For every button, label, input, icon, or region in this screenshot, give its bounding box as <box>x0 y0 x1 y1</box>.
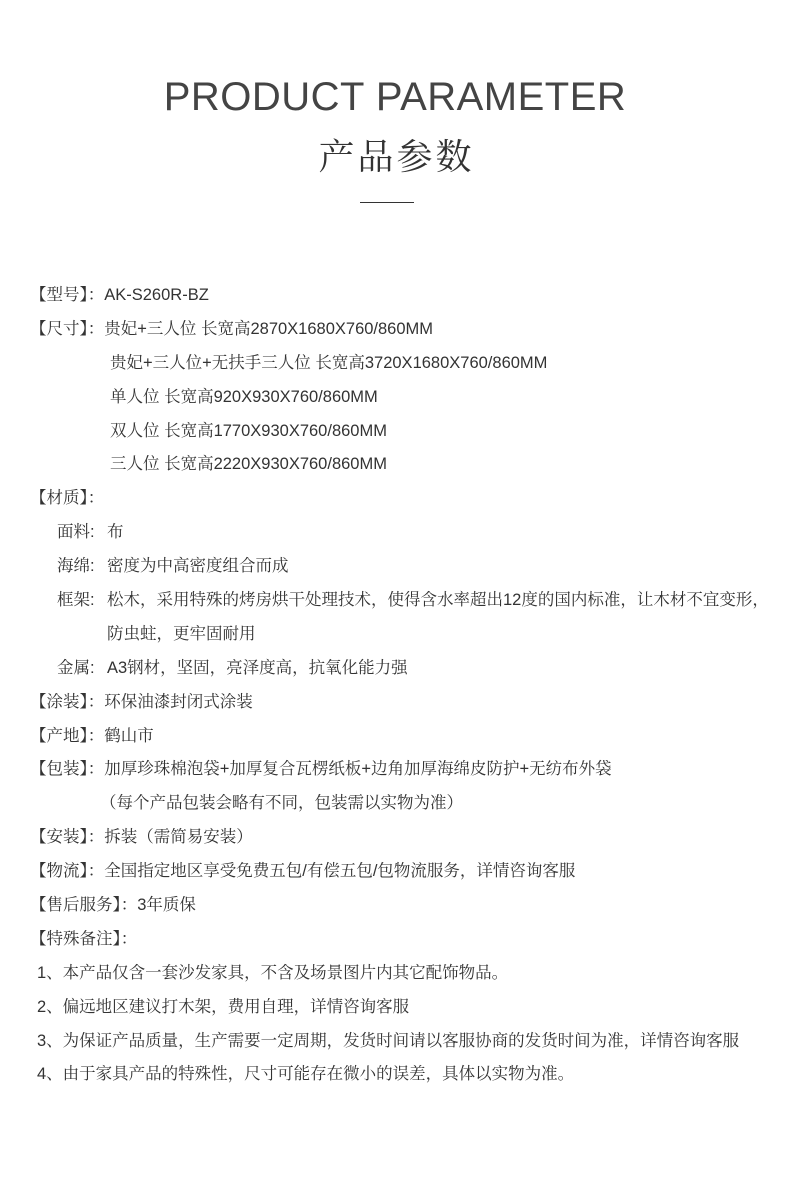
remark-item <box>30 1058 785 1092</box>
param-row-material <box>30 482 785 516</box>
size-line: 三人位 长宽高2220X930X760/860MM <box>110 455 387 474</box>
remark-item <box>30 991 785 1025</box>
remark-item <box>30 957 785 991</box>
material-item-fabric <box>30 516 785 550</box>
material-item-metal <box>30 652 785 686</box>
param-row-logistics <box>30 855 785 889</box>
material-value: 密度为中高密度组合而成 <box>107 557 289 576</box>
param-label: 【物流】： <box>30 862 105 881</box>
param-label: 【特殊备注】： <box>30 929 138 948</box>
material-name: 框架: <box>57 591 95 610</box>
param-label: 【材质】： <box>30 489 105 508</box>
remark-text: 4、由于家具产品的特殊性，尺寸可能存在微小的误差，具体以实物为准。 <box>37 1065 575 1084</box>
parameter-list <box>30 279 785 1092</box>
param-value: 环保油漆封闭式涂装 <box>104 692 253 711</box>
size-line-row <box>30 347 785 381</box>
remark-text: 3、为保证产品质量，生产需要一定周期，发货时间请以客服协商的发货时间为准，详情咨询客服 <box>37 1031 740 1050</box>
param-label: 【尺寸】： <box>30 319 105 338</box>
remark-text: 2、偏远地区建议打木架，费用自理，详情咨询客服 <box>37 997 410 1016</box>
size-line: 贵妃+三人位 长宽高2870X1680X760/860MM <box>104 319 434 338</box>
page-title-english: PRODUCT PARAMETER <box>163 75 627 119</box>
packaging-note-row <box>30 787 785 821</box>
size-line-row <box>30 381 785 415</box>
remark-item <box>30 1025 785 1059</box>
param-value: AK-S260R-BZ <box>104 286 209 304</box>
param-label: 【涂装】： <box>30 692 105 711</box>
param-row-size <box>30 313 785 347</box>
param-value: 全国指定地区享受免费五包/有偿五包/包物流服务，详情咨询客服 <box>104 862 576 881</box>
param-row-finish <box>30 686 785 720</box>
material-name: 面料: <box>57 523 95 542</box>
param-row-remarks <box>30 923 785 957</box>
material-item-frame <box>30 584 785 618</box>
size-line: 双人位 长宽高1770X930X760/860MM <box>110 421 387 440</box>
param-row-model <box>30 279 785 313</box>
page-title-chinese: 产品参数 <box>318 136 475 177</box>
param-label: 【型号】： <box>30 286 105 304</box>
size-line: 单人位 长宽高920X930X760/860MM <box>110 387 378 406</box>
remark-text: 1、本产品仅含一套沙发家具，不含及场景图片内其它配饰物品。 <box>37 963 509 982</box>
param-row-installation <box>30 821 785 855</box>
param-label: 【售后服务】： <box>30 896 138 915</box>
material-item-sponge <box>30 550 785 584</box>
param-row-after-sales <box>30 889 785 923</box>
packaging-note: （每个产品包装会略有不同，包装需以实物为准） <box>100 794 463 813</box>
material-value: 防虫蛀，更牢固耐用 <box>107 624 256 643</box>
param-label: 【产地】： <box>30 726 105 745</box>
param-value: 鹤山市 <box>104 726 154 745</box>
material-value: 松木，采用特殊的烤房烘干处理技术，使得含水率超出12度的国内标准，让木材不宜变形， <box>107 591 769 610</box>
param-value: 拆装（需简易安装） <box>104 828 253 847</box>
size-line: 贵妃+三人位+无扶手三人位 长宽高3720X1680X760/860MM <box>110 353 548 372</box>
material-value: A3钢材，坚固，亮泽度高，抗氧化能力强 <box>107 658 408 677</box>
param-row-packaging <box>30 753 785 787</box>
size-line-row <box>30 448 785 482</box>
param-value: 3年质保 <box>137 896 196 915</box>
param-row-origin <box>30 720 785 754</box>
material-name: 金属: <box>57 658 95 677</box>
material-name: 海绵: <box>57 557 95 576</box>
param-label: 【安装】： <box>30 828 105 847</box>
size-line-row <box>30 415 785 449</box>
param-label: 【包装】： <box>30 760 105 779</box>
title-divider <box>360 202 414 203</box>
material-item-frame-continued <box>30 618 785 652</box>
param-value: 加厚珍珠棉泡袋+加厚复合瓦楞纸板+边角加厚海绵皮防护+无纺布外袋 <box>104 760 612 779</box>
material-value: 布 <box>107 523 124 542</box>
